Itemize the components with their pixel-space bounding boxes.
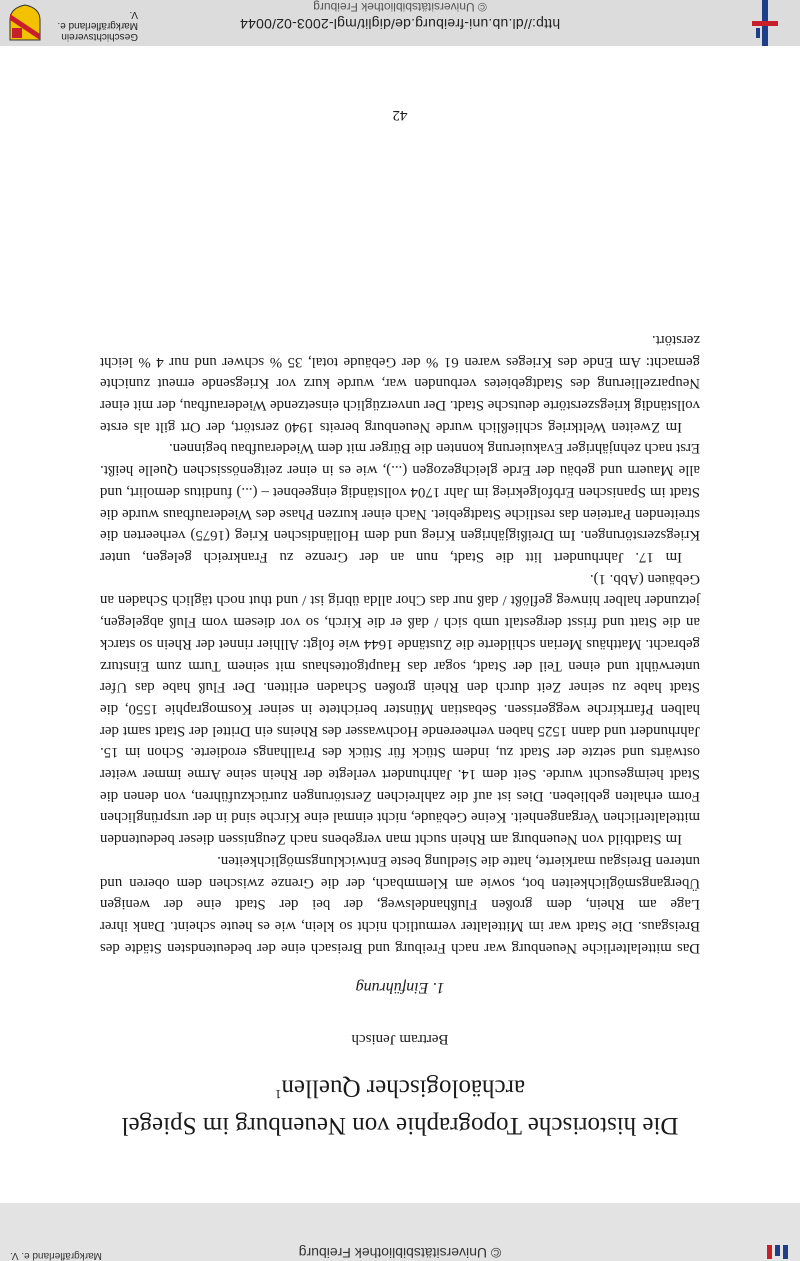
document-page — [100, 107, 700, 1141]
paragraph-1: Das mittelalterliche Neuenburg war nach Freiburg und Breisach eine der bedeutendsten Städte des Breisgaus. Die Stadt war im Mittelalter vermutlich nicht so klein, wie es heute scheint. Dank ihrer Lage am Rhein, dem großen Flußhandelsweg, der bei der Stadt eine der wenigen Übergangsmöglichkeiten bot, sowie am Klemmbach, der die Grenze zwischen dem oberen und unteren Breisgau markierte, hatte die Siedlung beste Entwicklungsmöglichkeiten. — [100, 852, 700, 956]
article-author: Bertram Jenisch — [351, 1030, 449, 1047]
viewer-footer-band — [0, 0, 800, 46]
society-crest-icon — [8, 4, 42, 42]
viewer-header-band — [0, 1203, 800, 1261]
page-number: 42 — [392, 107, 408, 123]
provider-credit: © Universitätsbibliothek Freiburg — [298, 1245, 502, 1261]
section-heading: 1. Einführung — [355, 978, 445, 996]
provider-credit-footer: © Universitätsbibliothek Freiburg — [313, 0, 487, 14]
footnote-mark: 1 — [274, 1087, 282, 1102]
paragraph-2: Im Stadtbild von Neuenburg am Rhein sucht man vergebens nach Zeugnissen dieser bedeutenden mittelalterlichen Vergangenheit. Keine Gebäude, nicht einmal eine Kirche sind in der ursprünglichen Form erhalten geblieben. Dies ist auf die zahlreichen Zerstörungen zurückzuführen, von denen die Stadt heimgesucht wurde. Seit dem 14. Jahrhundert verlegte der Rhein seine Arme immer weiter ostwärts und setzte der Stadt zu, indem Stück für Stück des Prallhangs erodierte. Schon im 15. Jahrhundert und dann 1525 haben verheerende Hochwasser des Rheins ein Drittel der Stadt samt der halben Pfarrkirche weggerissen. Sebastian Münster berichtete in seiner Kosmographie 1550, die Stadt habe zu seiner Zeit durch den Rhein großen Schaden erlitten. Der Fluß habe das Ufer unterwühlt und einen Teil der Stadt, sogar das Hauptgotteshaus mit seinem Turm zum Einsturz gebracht. Matthäus Merian schilderte die Zustände 1644 wie folgt: Allhier rinnet der Rhein so starck an die Statt und frisst dergestalt umb sich / daß er die Kirch, so vor diesem vom Fluß abgelegen, jetzunder halber hinweg geflößt / daß nur das Chor allda übrig ist / und thut noch täglich Schaden an Gebäuen (Abb. 1). — [100, 570, 700, 848]
paragraph-4: Im Zweiten Weltkrieg schließlich wurde Neuenburg bereits 1940 zerstört, der Ort gilt als erste vollständig kriegszerstörte deutsche Stadt. Der unverzüglich einsetzende Wiederaufbau, der mit einer Neuparzellierung des Stadtgebietes verbunden war, wurde kurz vor Kriegsende erneut zunichte gemacht: Am Ende des Krieges waren 61 % der Gebäude total, 35 % schwer und nur 4 % leicht zerstört. — [100, 331, 700, 435]
society-credit: Markgräflerland e. V. — [10, 1250, 102, 1261]
society-name: Geschichtsverein Markgräflerland e. V. — [57, 9, 138, 42]
paragraph-3: Im 17. Jahrhundert litt die Stadt, nun an der Grenze zu Frankreich gelegen, unter Kriegszerstörungen. Im Dreißigjährigen Krieg und dem Holländischen Krieg (1675) verheerten die streitenden Parteien das restliche Stadtgebiet. Nach einer kurzen Phase des Wiederaufbaus wurde die Stadt im Spanischen Erbfolgekrieg im Jahr 1704 vollständig eingeebnet – (...) funditus demolirt, und alle Mauern und gebäu der Erde gleichgezogen (...), wie es in einer zeitgenössischen Quelle heißt. Erst nach zehnjähriger Evakuierung konnten die Bürger mit dem Wiederaufbau beginnen. — [100, 440, 700, 566]
article-title: Die historische Topographie von Neuenburg im Spiegel archäologischer Quellen$^1$ — [121, 1074, 679, 1139]
document-url-link[interactable]: http://dl.ub.uni-freiburg.de/diglit/mgl-2003-02/0044 — [239, 16, 561, 32]
